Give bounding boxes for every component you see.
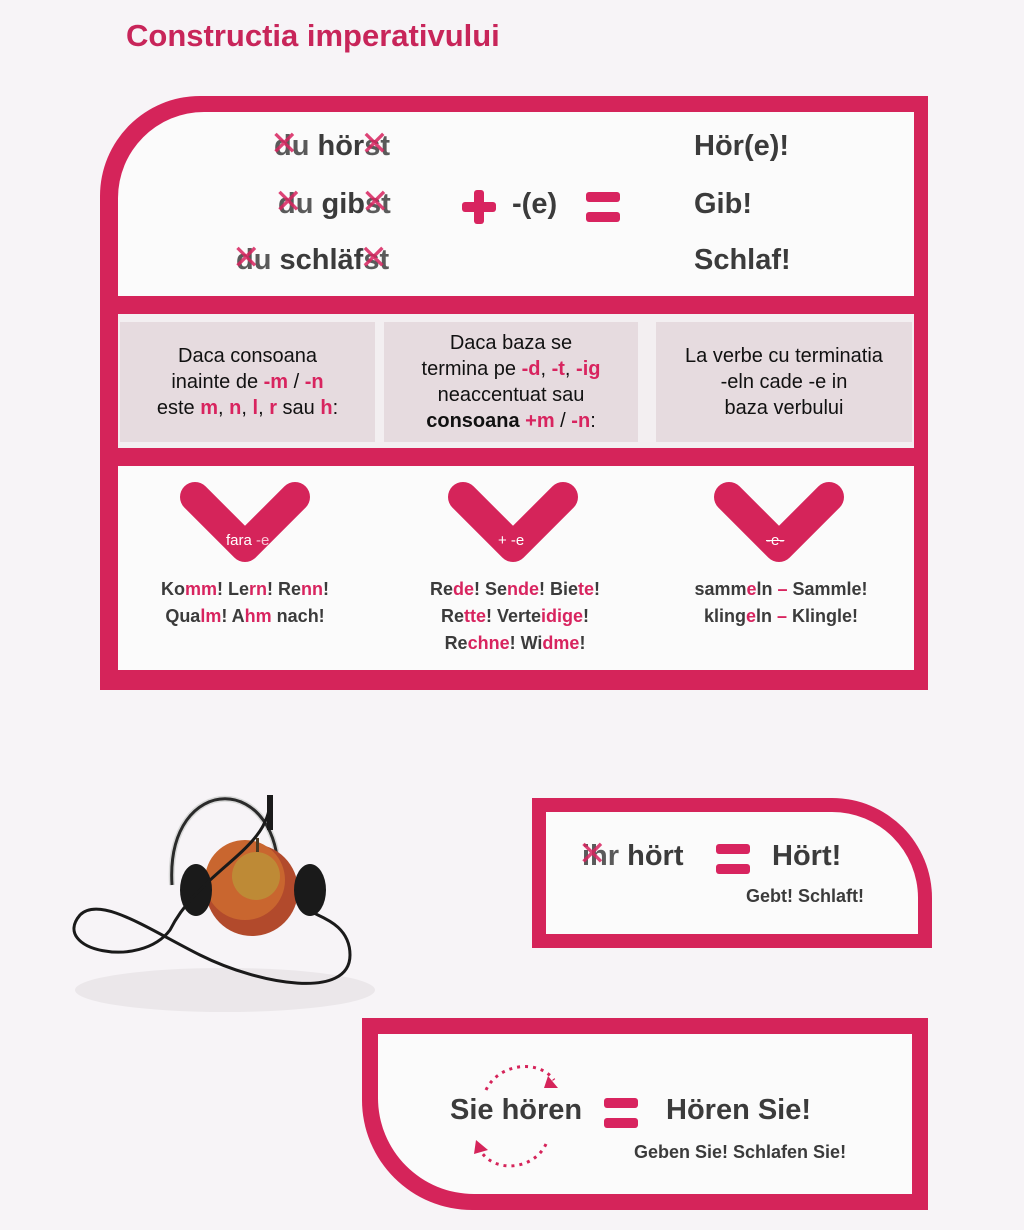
- example-line: Komm! Lern! Renn!: [160, 579, 330, 599]
- examples-col-3: [676, 576, 886, 630]
- result-1: Hör(e)!: [694, 130, 790, 162]
- sie-result: Hören Sie!: [666, 1094, 812, 1126]
- ihr-result: Hört!: [772, 840, 842, 872]
- examples-col-2: [410, 576, 620, 657]
- plus-icon: [462, 190, 496, 224]
- examples-col-1: [140, 576, 350, 630]
- example-line: Rede! Sende! Biete!: [429, 579, 601, 599]
- apple-headphones-image: [60, 700, 390, 1030]
- ihr-more: Gebt! Schlaft!: [746, 886, 865, 906]
- example-line: Qualm! Ahm nach!: [165, 606, 325, 626]
- result-3: Schlaf!: [694, 244, 791, 276]
- equals-icon: [586, 192, 620, 222]
- page-title: Constructia imperativului: [126, 18, 500, 53]
- rule-3: La verbe cu terminatia -eln cade -e in baza verbului: [656, 322, 912, 442]
- chevron-down-icon: [714, 482, 844, 572]
- chevron-label-3: -e-: [766, 532, 785, 549]
- chevron-label-1: fara -e: [226, 532, 270, 549]
- example-line: klingeln – Klingle!: [703, 606, 859, 626]
- sie-form: Sie hören: [450, 1094, 583, 1126]
- rule-1: Daca consoana inainte de -m / -n este m, n, l, r sau h:: [120, 322, 375, 442]
- chevron-down-icon: [448, 482, 578, 572]
- sie-more: Geben Sie! Schlafen Sie!: [634, 1142, 847, 1162]
- example-line: Rechne! Widme!: [444, 633, 586, 653]
- chevron-down-icon: [180, 482, 310, 572]
- chevron-label-2: + -e: [498, 532, 525, 549]
- verb-row-1: du ✕ hörst ✕: [274, 130, 390, 163]
- example-line: Rette! Verteidige!: [440, 606, 590, 626]
- example-line: sammeln – Sammle!: [694, 579, 868, 599]
- verb-row-3: du ✕ schläfst ✕: [236, 244, 389, 277]
- equals-icon: [716, 844, 750, 874]
- equals-icon: [604, 1098, 638, 1128]
- ihr-form: ihr ✕ hört: [582, 840, 684, 873]
- result-2: Gib!: [694, 188, 752, 220]
- verb-row-2: du ✕ gibst ✕: [278, 188, 391, 221]
- ending-label: -(e): [512, 188, 558, 220]
- rule-2: Daca baza se termina pe -d, -t, -ig neaccentuat sau consoana +m / -n:: [384, 322, 638, 442]
